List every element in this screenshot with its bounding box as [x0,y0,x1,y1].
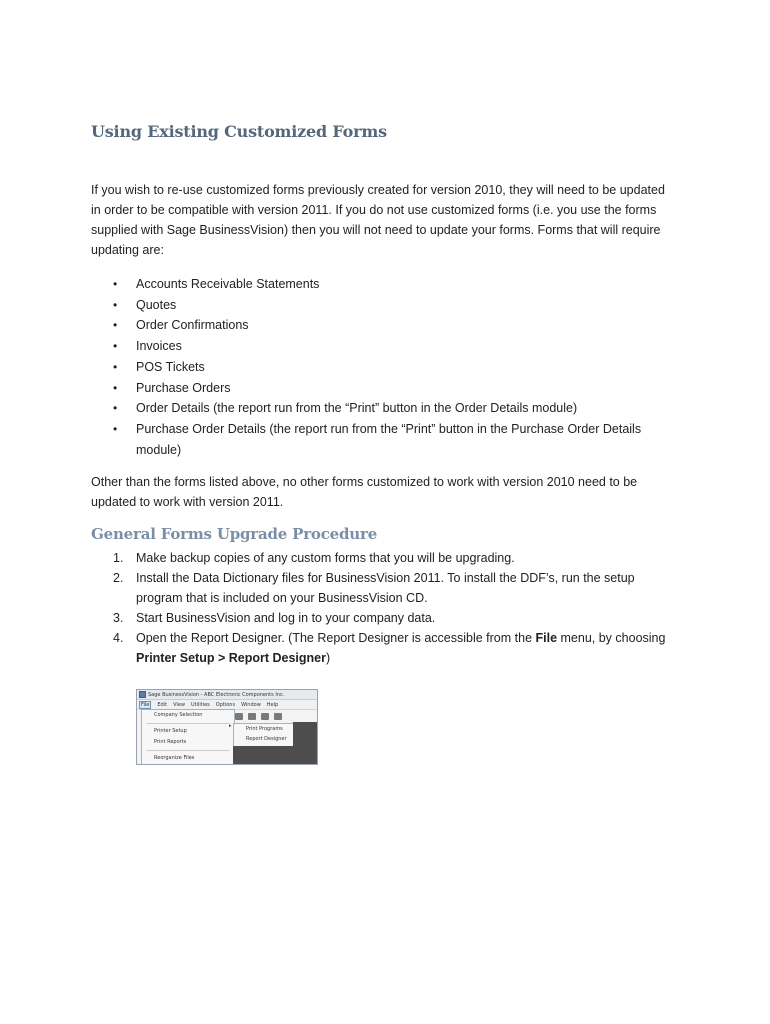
menu-help[interactable]: Help [266,701,279,708]
menu-options[interactable]: Options [215,701,236,708]
menu-edit[interactable]: Edit [157,701,168,708]
procedure-steps [91,548,671,668]
menu-item-reorganize-files[interactable]: Reorganize Files [154,755,195,761]
toolbar-icon[interactable] [261,713,269,720]
toolbar-icon[interactable] [235,713,243,720]
bullet-icon: • [113,339,118,354]
forms-list [91,274,671,460]
step-number: 2. [113,571,124,585]
list-item: • Quotes [91,295,671,316]
screenshot-background-area [293,722,317,746]
list-item: • Purchase Orders [91,378,671,399]
bullet-icon: • [113,318,118,333]
menu-window[interactable]: Window [241,701,261,708]
menu-view[interactable]: View [173,701,185,708]
screenshot-toolbar [233,710,318,722]
section-heading-existing-forms: Using Existing Customized Forms [91,122,387,141]
printer-setup-submenu [233,723,295,747]
menu-path-bold: Printer Setup > Report Designer [136,651,326,665]
list-item: • POS Tickets [91,357,671,378]
list-item: • Order Details (the report run from the “Print” button in the Order Details module) [91,398,671,419]
menu-utilities[interactable]: Utilities [190,701,210,708]
step-number: 3. [113,611,124,625]
list-item: • Order Confirmations [91,315,671,336]
step-item: 4. Open the Report Designer. (The Report Designer is accessible from the File menu, by choosing Printer Setup > Report Designer) [91,628,671,668]
toolbar-icon[interactable] [248,713,256,720]
toolbar-icon[interactable] [274,713,282,720]
other-forms-paragraph: Other than the forms listed above, no other forms customized to work with version 2010 need to be updated to work with version 2011. [91,475,638,509]
menu-item-print-reports[interactable]: Print Reports [154,739,187,745]
step-item: 3. Start BusinessVision and log in to your company data. [91,608,671,628]
file-menu-bold: File [535,631,558,645]
bullet-icon: • [113,297,118,312]
step-item: 1. Make backup copies of any custom forms that you will be upgrading. [91,548,671,568]
file-dropdown-menu [141,709,235,765]
screenshot-background-area [233,746,317,764]
bullet-icon: • [113,359,118,374]
menu-item-report-designer[interactable]: Report Designer [246,736,287,742]
bullet-icon: • [113,421,118,436]
list-item: • Accounts Receivable Statements [91,274,671,295]
bullet-icon: • [113,277,118,291]
screenshot-titlebar [137,690,317,700]
list-item: • Invoices [91,336,671,357]
menu-item-print-programs[interactable]: Print Programs [246,726,283,732]
app-icon [139,691,146,698]
step-number: 4. [113,631,124,645]
bullet-icon: • [113,380,118,395]
section-heading-upgrade-procedure: General Forms Upgrade Procedure [91,525,378,543]
intro-paragraph: If you wish to re-use customized forms previously created for version 2010, they will need to be updated in order to be compatible with version 2011. If you do not use customized forms (i.e. you use the forms supplied with Sage BusinessVision) then you will not need to update your forms. Forms that will require updating are: [91,183,665,257]
step-item: 2. Install the Data Dictionary files for BusinessVision 2011. To install the DDF’s, run the setup program that is included on your BusinessVision CD. [91,568,671,608]
submenu-arrow-icon: ▸ [229,723,232,729]
bullet-icon: • [113,401,118,416]
menu-separator [146,723,230,724]
list-item: • Purchase Order Details (the report run from the “Print” button in the Purchase Order Details module) [91,419,671,460]
step-number: 1. [113,551,124,565]
menu-separator [146,750,230,751]
menu-file[interactable]: File [141,701,150,708]
menu-screenshot [136,689,318,765]
menu-item-company-selection[interactable]: Company Selection [154,712,203,718]
menu-item-printer-setup[interactable]: Printer Setup [154,728,187,734]
screenshot-window-title: Sage BusinessVision - ABC Electronic Components Inc. [148,691,285,698]
